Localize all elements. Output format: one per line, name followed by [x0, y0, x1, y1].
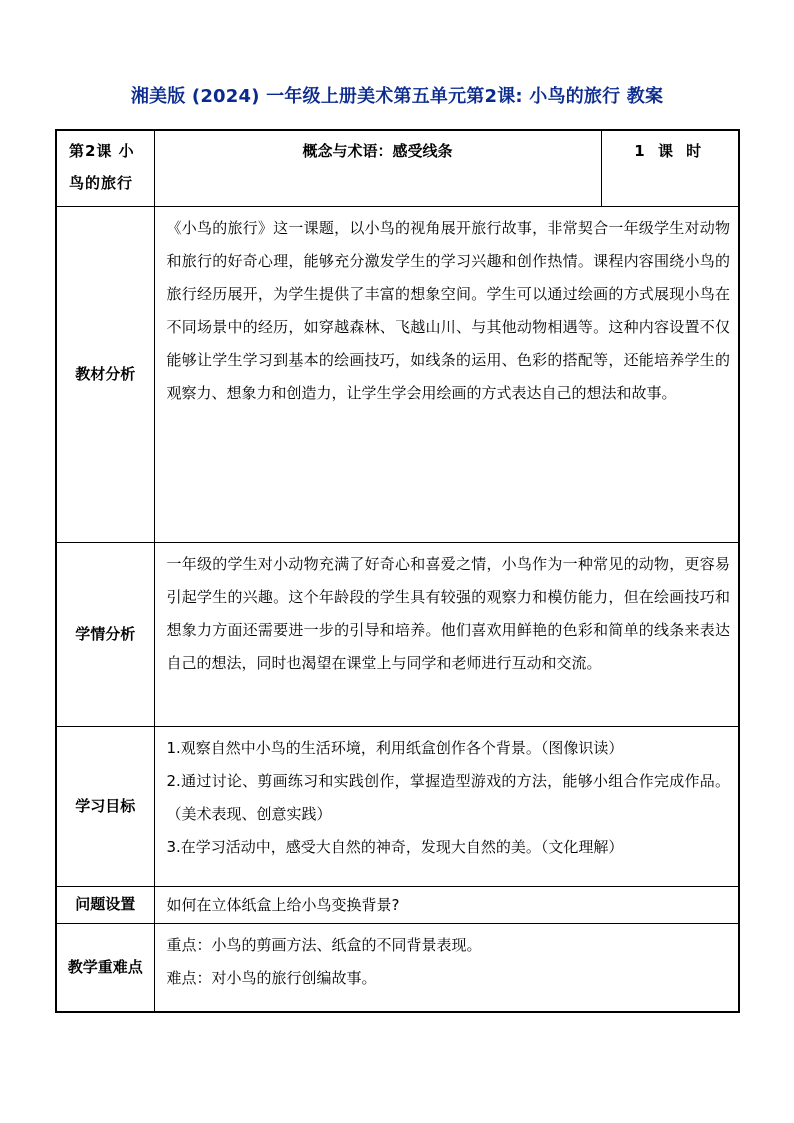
document-title: 湘美版 (2024) 一年级上册美术第五单元第2课: 小鸟的旅行 教案	[130, 86, 664, 107]
student-analysis-row	[56, 542, 739, 726]
material-analysis-row	[56, 206, 739, 542]
learning-goals-label: 学习目标	[56, 726, 154, 886]
learning-goals-content	[154, 726, 739, 886]
key-point-item: 难点：对小鸟的旅行创编故事。	[166, 968, 377, 987]
student-analysis-content	[154, 542, 739, 726]
learning-goal-item: 3.在学习活动中，感受大自然的神奇，发现大自然的美。（文化理解）	[166, 837, 624, 856]
key-points-row	[56, 923, 739, 1012]
key-points-content	[154, 923, 739, 1012]
lesson-name-cell: 第2课 小鸟的旅行	[56, 130, 154, 206]
material-analysis-content	[154, 206, 739, 542]
student-analysis-label: 学情分析	[56, 542, 154, 726]
material-analysis-label: 教材分析	[56, 206, 154, 542]
learning-goals-row	[56, 726, 739, 886]
class-period-cell: 1 课 时	[601, 130, 739, 206]
question-content: 如何在立体纸盒上给小鸟变换背景?	[154, 886, 739, 923]
key-point-item: 重点：小鸟的剪画方法、纸盒的不同背景表现。	[166, 935, 482, 954]
concept-cell: 概念与术语：感受线条	[154, 130, 601, 206]
lesson-plan-table	[55, 129, 740, 1013]
learning-goal-item: 1.观察自然中小鸟的生活环境，利用纸盒创作各个背景。（图像识读）	[166, 738, 624, 757]
key-points-label: 教学重难点	[56, 923, 154, 1012]
material-analysis-text: 《小鸟的旅行》这一课题，以小鸟的视角展开旅行故事，非常契合一年级学生对动物和旅行的好奇心理，能够充分激发学生的学习兴趣和创作热情。课程内容围绕小鸟的旅行经历展开，为学生提供了丰富的想象空间。学生可以通过绘画的方式展现小鸟在不同场景中的经历，如穿越森林、飞越山川、与其他动物相遇等。这种内容设置不仅能够让学生学习到基本的绘画技巧，如线条的运用、色彩的搭配等，还能培养学生的观察力、想象力和创造力，让学生学会用绘画的方式表达自己的想法和故事。	[166, 218, 730, 402]
question-row	[56, 886, 739, 923]
question-label: 问题设置	[56, 886, 154, 923]
student-analysis-text: 一年级的学生对小动物充满了好奇心和喜爱之情，小鸟作为一种常见的动物，更容易引起学生的兴趣。这个年龄段的学生具有较强的观察力和模仿能力，但在绘画技巧和想象力方面还需要进一步的引导和培养。他们喜欢用鲜艳的色彩和简单的线条来表达自己的想法，同时也渴望在课堂上与同学和老师进行互动和交流。	[166, 554, 730, 672]
learning-goal-item: 2.通过讨论、剪画练习和实践创作，掌握造型游戏的方法，能够小组合作完成作品。（美术表现、创意实践）	[166, 771, 730, 823]
header-row	[56, 130, 739, 206]
